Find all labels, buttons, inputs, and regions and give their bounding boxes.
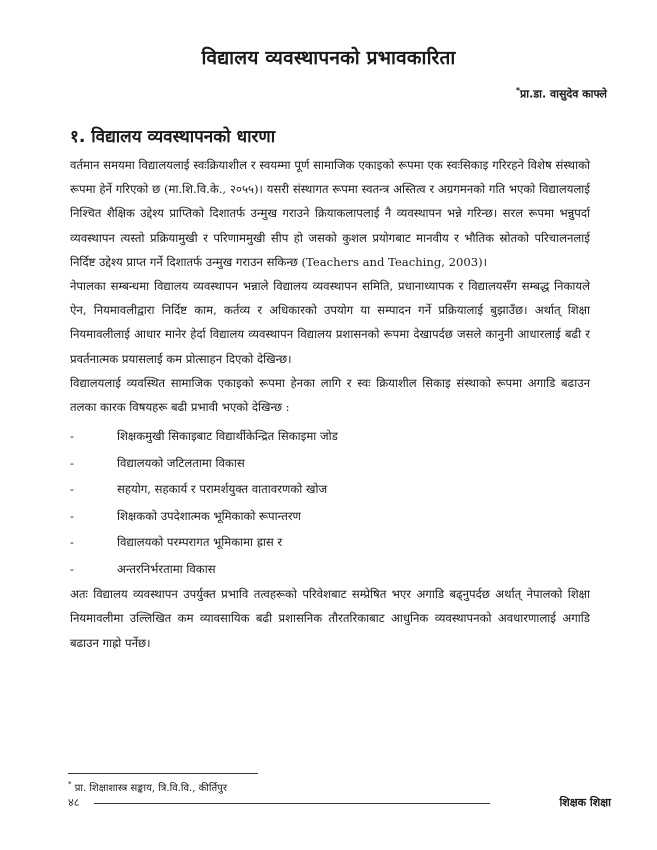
list-dash: -	[70, 455, 74, 470]
list-item-text: विद्यालयको परम्परागत भूमिकामा ह्रास र	[117, 535, 283, 550]
list-item-text: सहयोग, सहकार्य र परामर्शयुक्त वातावरणको खोज	[117, 482, 328, 497]
list-item-text: विद्यालयको जटिलतामा विकास	[117, 455, 245, 470]
article-body	[70, 153, 590, 655]
paragraph-1: वर्तमान समयमा विद्यालयलाई स्वःक्रियाशील र स्वयम्मा पूर्ण सामाजिक एकाइको रूपमा एक स्वःसिकाइ गरिरहने विशेष संस्थाको रूपमा हेर्ने गरिएको छ (मा.शि.वि.के., २०५५)। यसरी संस्थागत रूपमा स्वतन्त्र अस्तित्व र अग्रगमनको गति भएको विद्यालयलाई निश्चित शैक्षिक उद्देश्य प्राप्तिको दिशातर्फ उन्मुख गराउने क्रियाकलापलाई नै व्यवस्थापन भन्ने गरिन्छ। सरल रूपमा भन्नुपर्दा व्यवस्थापन त्यस्तो प्रक्रियामुखी र परिणाममुखी सीप हो जसको कुशल प्रयोगबाट मानवीय र भौतिक स्रोतको परिचालनलाई निर्दिष्ट उद्देश्य प्राप्त गर्ने दिशातर्फ उन्मुख गराउन सकिन्छ (Teachers and Teaching, 2003)।	[70, 158, 590, 269]
list-dash: -	[70, 535, 74, 550]
list-item	[70, 556, 590, 583]
list-item	[70, 503, 590, 530]
list-item	[70, 529, 590, 556]
journal-name: शिक्षक शिक्षा	[559, 796, 611, 809]
list-dash: -	[70, 508, 74, 523]
author-footnote-marker: *	[515, 86, 520, 95]
list-item	[70, 476, 590, 503]
list-item	[70, 450, 590, 477]
article-title: विद्यालय व्यवस्थापनको प्रभावकारिता	[201, 47, 456, 69]
list-dash: -	[70, 429, 74, 444]
paragraph-2: नेपालका सम्बन्धमा विद्यालय व्यवस्थापन भन्नाले विद्यालय व्यवस्थापन समिति, प्रधानाध्यापक र विद्यालयसँग सम्बद्ध निकायले ऐन, नियमावलीद्वारा निर्दिष्ट काम, कर्तव्य र अधिकारको उपयोग या सम्पादन गर्ने प्रक्रियालाई बुझाउँछ। अर्थात् शिक्षा नियमावलीलाई आधार मानेर हेर्दा विद्यालय व्यवस्थापन विद्यालय प्रशासनको रूपमा देखापर्दछ जसले कानुनी आधारलाई बढी र प्रवर्तनात्मक प्रयासलाई कम प्रोत्साहन दिएको देखिन्छ।	[70, 279, 590, 366]
list-item-text: शिक्षकको उपदेशात्मक भूमिकाको रूपान्तरण	[117, 508, 301, 523]
factor-list	[70, 423, 590, 582]
list-dash: -	[70, 482, 74, 497]
closing-paragraph: अतः विद्यालय व्यवस्थापन उपर्युक्त प्रभावि तत्वहरूको परिवेशबाट सम्प्रेषित भएर अगाडि बढ्नुपर्दछ अर्थात् नेपालको शिक्षा नियमावलीमा उल्लिखित कम व्यावसायिक बढी प्रशासनिक तौरतरिकाबाट आधुनिक व्यवस्थापनको अवधारणालाई अगाडि बढाउन गाह्रो पर्नेछ।	[70, 587, 590, 650]
list-item	[70, 423, 590, 450]
footnote-divider	[68, 773, 258, 774]
footer-divider	[94, 803, 490, 804]
page-number: ४८	[68, 796, 80, 809]
list-dash: -	[70, 561, 74, 576]
section-heading: १. विद्यालय व्यवस्थापनको धारणा	[70, 127, 276, 147]
list-item-text: शिक्षकमुखी सिकाइबाट विद्यार्थीकेन्द्रित सिकाइमा जोड	[117, 429, 338, 444]
author-name: प्रा.डा. वासुदेव काफ्ले	[520, 87, 607, 101]
paragraph-3: विद्यालयलाई व्यवस्थित सामाजिक एकाइको रूपमा हेनका लागि र स्वः क्रियाशील सिकाइ संस्थाको रूपमा अगाडि बढाउन तलका कारक विषयहरू बढी प्रभावी भएको देखिन्छ :	[70, 375, 590, 415]
footnote-marker: *	[68, 780, 72, 789]
footnote	[68, 780, 227, 794]
author-line	[516, 86, 607, 102]
footnote-text: प्रा. शिक्षाशास्त्र सङ्काय, त्रि.वि.वि., कीर्तिपुर	[74, 783, 227, 794]
list-item-text: अन्तरनिर्भरतामा विकास	[117, 561, 216, 576]
